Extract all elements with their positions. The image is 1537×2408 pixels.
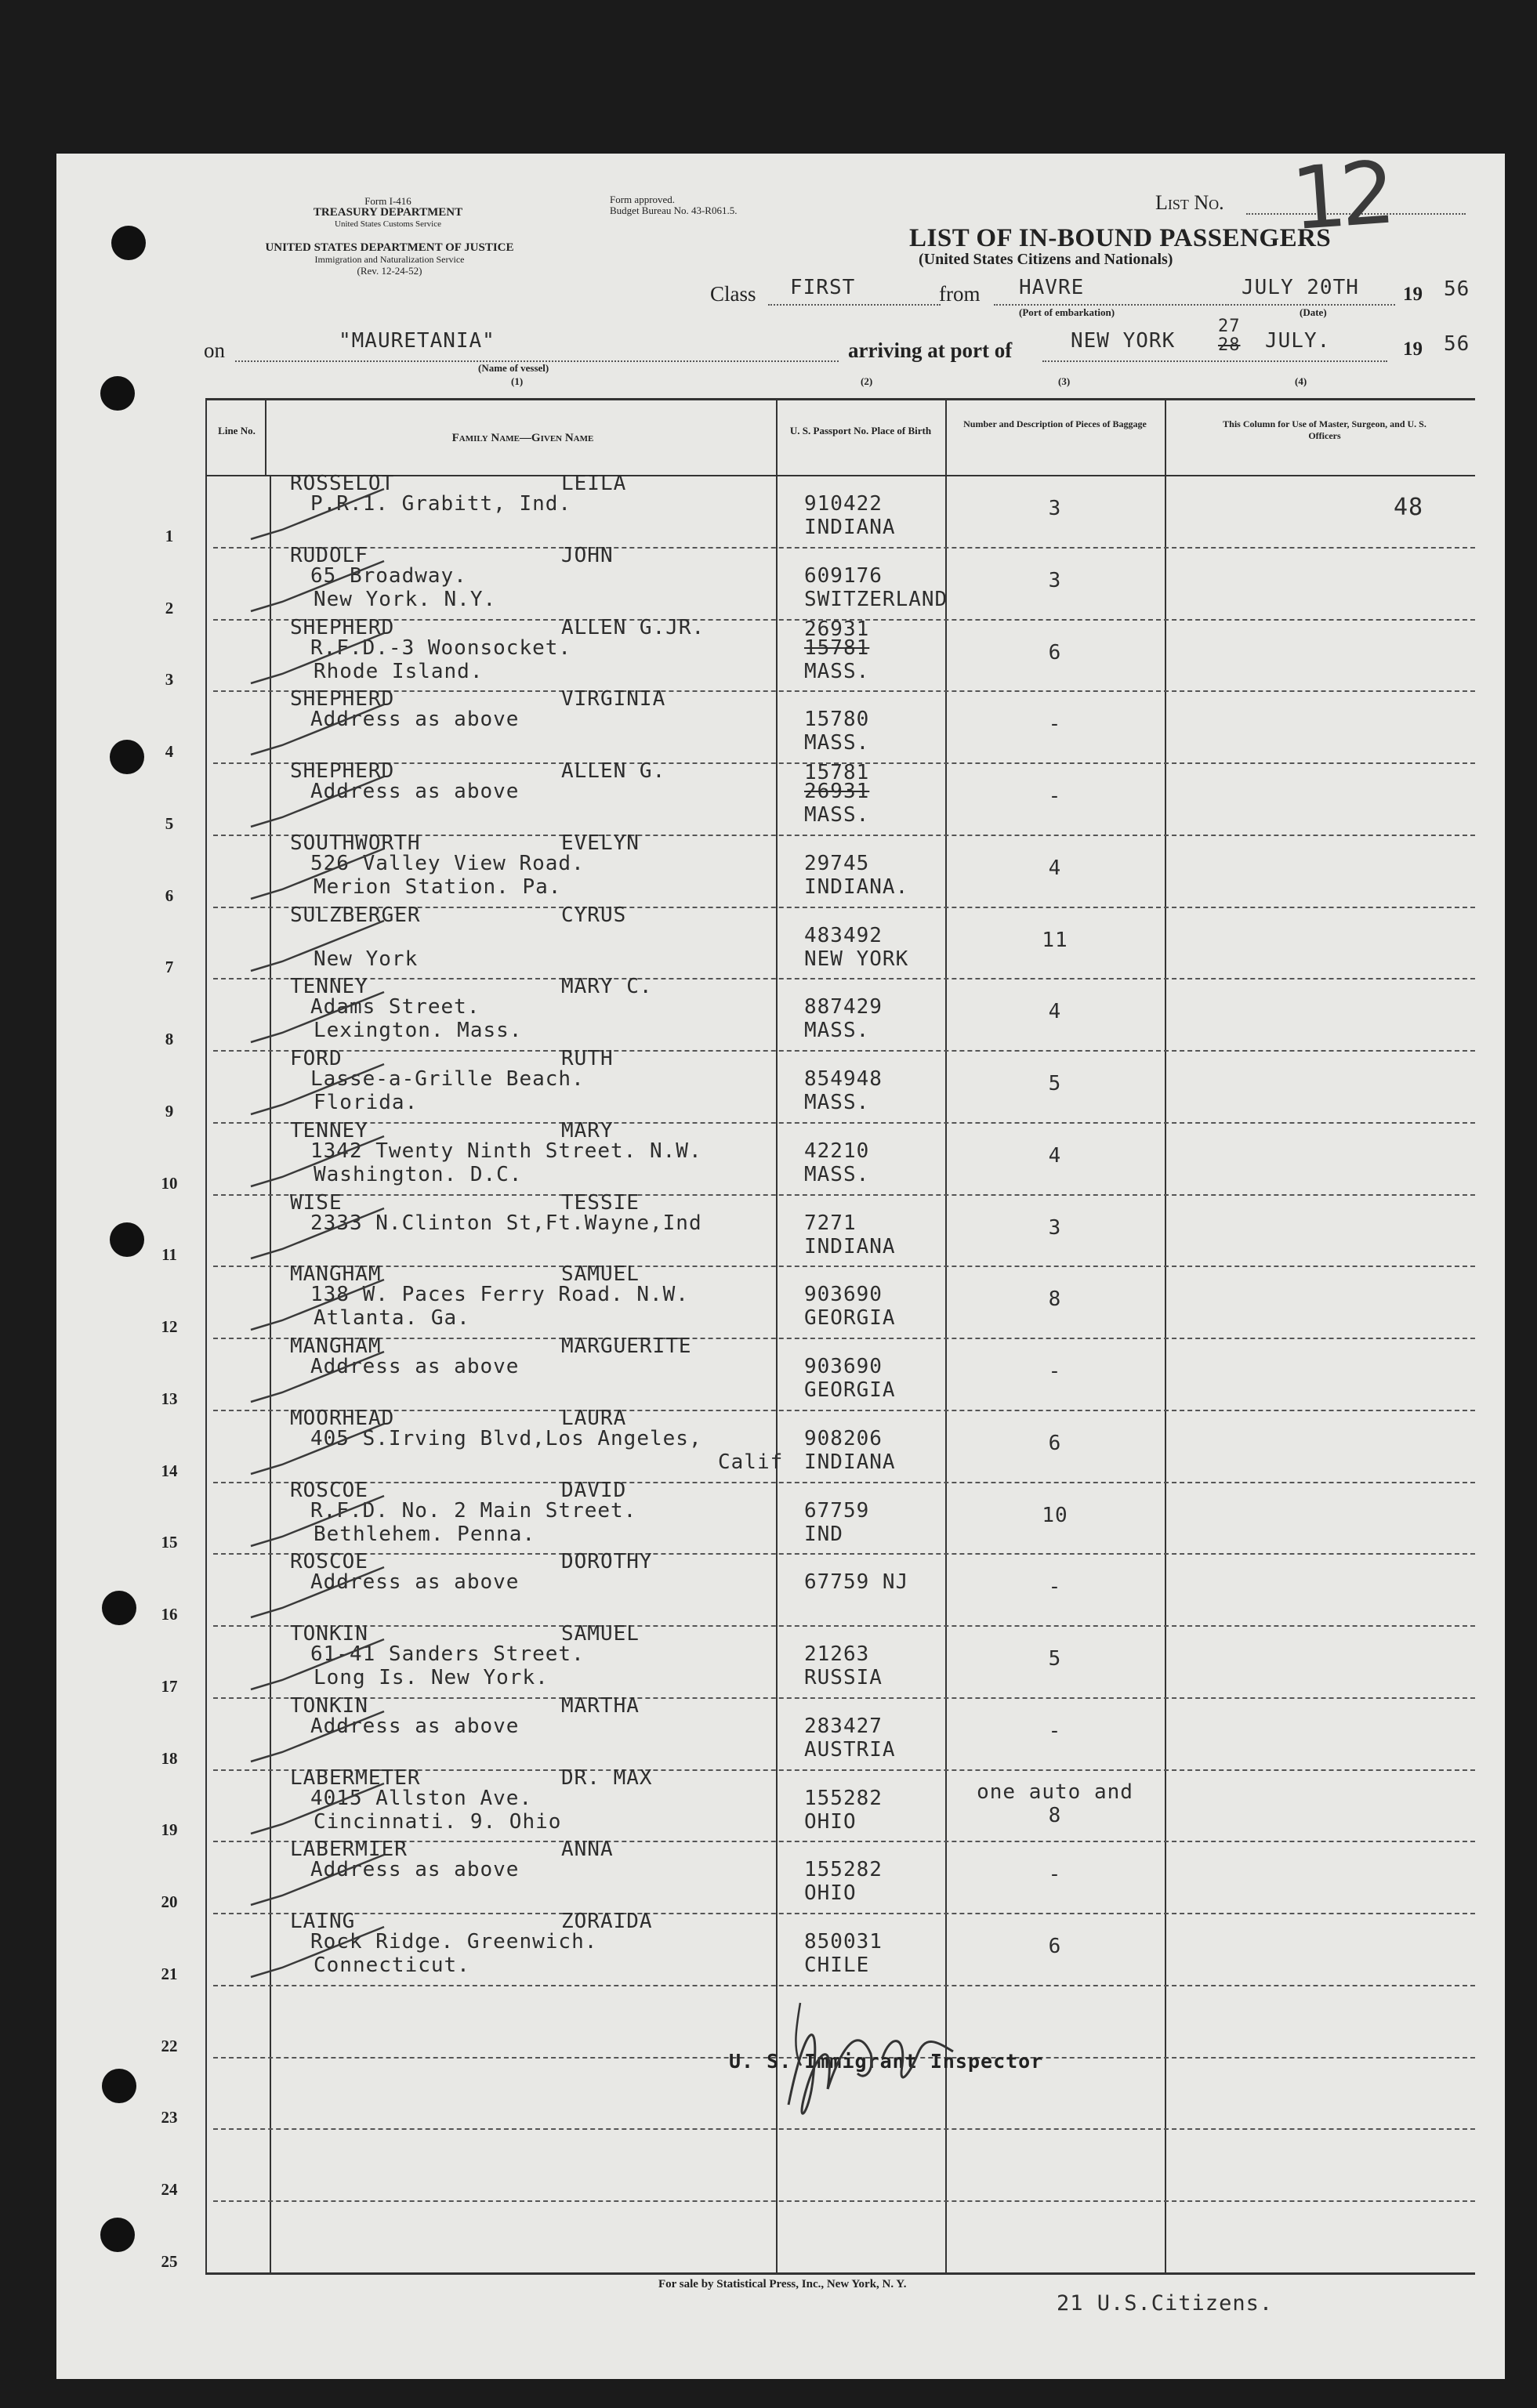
on-label: on [204, 339, 225, 362]
check-mark [235, 1418, 392, 1488]
family-name: LAING [290, 1910, 356, 1934]
address-line-1: Rock Ridge. Greenwich. [310, 1930, 598, 1954]
table-header-border [205, 475, 1475, 476]
from-label: from [939, 282, 981, 306]
col-ref-4: (4) [1295, 375, 1307, 387]
date-caption: (Date) [1300, 306, 1327, 318]
baggage-count: one auto and [977, 1780, 1133, 1804]
justice-dept: UNITED STATES DEPARTMENT OF JUSTICE [265, 241, 514, 254]
binder-hole [100, 2218, 135, 2252]
port-embark-caption: (Port of embarkation) [1019, 306, 1115, 318]
check-mark [235, 483, 392, 553]
place-of-birth: IND [804, 1522, 843, 1546]
address-line-2: Calif [718, 1450, 784, 1474]
address-line-1: Address as above [310, 1714, 520, 1738]
customs-service: United States Customs Service [335, 219, 441, 229]
given-name: MARGUERITE [561, 1334, 692, 1359]
binder-hole [110, 1222, 144, 1257]
address-line-1: 4015 Allston Ave. [310, 1786, 533, 1810]
baggage-count: 10 [1042, 1503, 1068, 1527]
baggage-count: - [1048, 1718, 1062, 1743]
place-of-birth: GEORGIA [804, 1378, 896, 1403]
family-name: FORD [290, 1047, 343, 1071]
binder-hole [111, 226, 146, 260]
family-name: ROSSELOT [290, 472, 395, 495]
address-line-2: Atlanta. Ga. [314, 1306, 470, 1331]
baggage-count: 5 [1048, 1647, 1062, 1671]
address-line-1: 405 S.Irving Blvd,Los Angeles, [310, 1426, 702, 1450]
given-name: MARY [561, 1118, 614, 1142]
address-line-2: Washington. D.C. [314, 1162, 523, 1186]
baggage-count: 4 [1048, 1143, 1062, 1168]
check-mark [235, 914, 392, 985]
place-of-birth: NEW YORK [804, 947, 909, 971]
family-name: TENNEY [290, 1118, 368, 1142]
baggage-count: 3 [1048, 497, 1062, 520]
address-line-2: Lexington. Mass. [314, 1019, 523, 1043]
family-name: MANGHAM [290, 1262, 382, 1287]
class-value: FIRST [790, 276, 856, 299]
place-of-birth: INDIANA [804, 1234, 896, 1258]
line-number: 13 [161, 1389, 178, 1408]
row-divider [213, 1625, 1475, 1627]
row-divider [213, 1553, 1475, 1555]
list-no-handwritten: 12 [1288, 142, 1393, 250]
passport-number: 903690 [804, 1355, 883, 1379]
printer-credit: For sale by Statistical Press, Inc., New York, N. Y. [658, 2278, 907, 2290]
check-mark [235, 1130, 392, 1200]
address-line-1: R.F.D.-3 Woonsocket. [310, 635, 572, 660]
row-divider [213, 1338, 1475, 1339]
address-line-2: New York. N.Y. [314, 587, 497, 611]
given-name: ZORAIDA [561, 1910, 653, 1934]
given-name: CYRUS [561, 903, 627, 927]
address-line-2: Merion Station. Pa. [314, 874, 562, 899]
passport-number: 483492 [804, 923, 883, 947]
address-line-1: 526 Valley View Road. [310, 851, 585, 875]
address-line-1: Address as above [310, 1858, 520, 1882]
line-number: 23 [161, 2108, 178, 2127]
address-line-1: Adams Street. [310, 995, 480, 1019]
passport-number: 155282 [804, 1858, 883, 1882]
citizens-total: 21 U.S.Citizens. [1057, 2291, 1274, 2316]
passport-number: 7271 [804, 1211, 857, 1235]
place-of-birth: AUSTRIA [804, 1737, 896, 1762]
form-subtitle: (United States Citizens and Nationals) [919, 251, 1173, 268]
place-of-birth: MASS. [804, 1162, 870, 1186]
address-line-1: Lasse-a-Grille Beach. [310, 1067, 585, 1092]
family-name: LABERMETER [290, 1765, 421, 1790]
line-number: 18 [161, 1748, 178, 1768]
address-line-1: P.R.1. Grabitt, Ind. [310, 492, 572, 516]
row-divider [213, 978, 1475, 979]
year-prefix: 19 [1403, 284, 1423, 305]
place-of-birth: OHIO [804, 1881, 857, 1906]
date-value: JULY 20TH [1242, 276, 1359, 299]
check-mark [235, 1202, 392, 1273]
line-number: 6 [165, 885, 174, 905]
address-line-1: R.F.D. No. 2 Main Street. [310, 1498, 637, 1523]
baggage-count: 3 [1048, 568, 1062, 592]
line-number: 21 [161, 1964, 178, 1983]
given-name: LAURA [561, 1406, 627, 1430]
binder-hole [110, 740, 144, 774]
address-line-1: 138 W. Paces Ferry Road. N.W. [310, 1283, 689, 1307]
address-line-1: 65 Broadway. [310, 563, 467, 588]
check-mark [235, 1561, 392, 1631]
port-value: NEW YORK [1071, 329, 1176, 353]
row-divider [213, 1410, 1475, 1411]
baggage-count: 4 [1048, 1000, 1062, 1024]
family-name: LABERMIER [290, 1838, 408, 1862]
family-name: ROSCOE [290, 1550, 368, 1574]
passport-number: 29745 [804, 851, 870, 875]
family-name: ROSCOE [290, 1478, 368, 1502]
given-name: VIRGINIA [561, 687, 666, 712]
place-of-birth: INDIANA. [804, 874, 909, 899]
check-mark [235, 842, 392, 913]
baggage-count: 4 [1048, 856, 1062, 880]
line-number: 19 [161, 1820, 178, 1840]
given-name: DOROTHY [561, 1550, 653, 1574]
year2-value: 56 [1444, 332, 1470, 356]
arrival-day-correction: 27 [1218, 317, 1241, 336]
baggage-count: - [1048, 1575, 1062, 1599]
baggage-count: 6 [1048, 1431, 1062, 1455]
address-line-1: Address as above [310, 708, 520, 732]
check-mark [235, 555, 392, 625]
place-of-birth: INDIANA [804, 516, 896, 539]
row-divider [213, 1697, 1475, 1699]
place-of-birth: INDIANA [804, 1450, 896, 1474]
line-number: 24 [161, 2180, 178, 2200]
line-col-divider [265, 398, 266, 476]
port-line [1042, 360, 1387, 362]
form-approved: Form approved. [610, 194, 676, 205]
line-number: 25 [161, 2252, 178, 2271]
address-line-1: Address as above [310, 780, 520, 804]
check-mark [235, 986, 392, 1056]
family-name: SULZBERGER [290, 903, 421, 927]
family-name: TONKIN [290, 1693, 368, 1718]
check-mark [235, 1490, 392, 1560]
revision-date: (Rev. 12-24-52) [357, 265, 422, 277]
line-number: 2 [165, 598, 174, 617]
address-line-2: Florida. [314, 1091, 419, 1115]
row-divider [213, 547, 1475, 549]
place-of-birth: CHILE [804, 1954, 870, 1978]
year2-prefix: 19 [1403, 339, 1423, 360]
family-name: SHEPHERD [290, 615, 395, 639]
place-of-birth: SWITZERLAND [804, 587, 948, 611]
passport-number: 910422 [804, 492, 883, 516]
given-name: RUTH [561, 1047, 614, 1071]
row-divider [213, 1050, 1475, 1052]
col-header-name: Family Name—Given Name [451, 432, 594, 444]
col-header-baggage: Number and Description of Pieces of Baggage [963, 418, 1147, 429]
check-mark [235, 1633, 392, 1704]
family-name: TENNEY [290, 975, 368, 999]
family-name: SHEPHERD [290, 687, 395, 712]
place-of-birth: MASS. [804, 1019, 870, 1043]
given-name: SAMUEL [561, 1262, 640, 1287]
address-line-2: Long Is. New York. [314, 1666, 549, 1690]
arrival-day-original: 28 [1218, 335, 1241, 355]
baggage-count: 6 [1048, 640, 1062, 664]
passport-number: 850031 [804, 1930, 883, 1954]
line-number: 22 [161, 2036, 178, 2055]
year-value: 56 [1444, 277, 1470, 301]
address-line-1: 1342 Twenty Ninth Street. N.W. [310, 1139, 702, 1163]
passport-number: 609176 [804, 563, 883, 588]
treasury-dept: TREASURY DEPARTMENT [313, 206, 463, 219]
binder-hole [102, 1591, 136, 1625]
address-line-2: Rhode Island. [314, 659, 484, 683]
inspector-signature [773, 1979, 977, 2136]
col-header-line-no: Line No. [218, 425, 256, 436]
table-left-border [205, 398, 207, 2272]
address-line-2: New York [314, 947, 419, 971]
address-line-2: Connecticut. [314, 1954, 470, 1978]
passport-number: 21263 [804, 1642, 870, 1667]
baggage-count-2: 8 [1048, 1803, 1062, 1827]
vessel-caption: (Name of vessel) [478, 362, 549, 374]
line-number: 4 [165, 742, 174, 762]
table-bottom-border [205, 2272, 1475, 2275]
given-name: TESSIE [561, 1190, 640, 1215]
line-number: 16 [161, 1605, 178, 1624]
check-mark [235, 698, 392, 769]
check-mark [235, 1849, 392, 1919]
place-of-birth: MASS. [804, 659, 870, 683]
list-no-label: List No. [1155, 191, 1224, 214]
baggage-count: 8 [1048, 1287, 1062, 1312]
passport-number: 887429 [804, 995, 883, 1019]
place-of-birth: MASS. [804, 803, 870, 827]
inspector-caption: U. S. Immigrant Inspector [729, 2050, 1044, 2073]
row-divider [213, 1266, 1475, 1267]
check-mark [235, 627, 392, 697]
place-of-birth: MASS. [804, 731, 870, 755]
address-line-2: Cincinnati. 9. Ohio [314, 1809, 562, 1834]
family-name: MOORHEAD [290, 1406, 395, 1430]
family-name: TONKIN [290, 1622, 368, 1646]
given-name: ANNA [561, 1838, 614, 1862]
baggage-count: 6 [1048, 1935, 1062, 1959]
check-mark [235, 1777, 392, 1848]
baggage-count: 3 [1048, 1215, 1062, 1240]
line-number: 3 [165, 670, 174, 690]
baggage-count: - [1048, 1863, 1062, 1887]
passport-number: 26931 [804, 617, 870, 641]
given-name: DR. MAX [561, 1765, 653, 1790]
passport-number: 42210 [804, 1139, 870, 1163]
place-of-birth: MASS. [804, 1091, 870, 1115]
passport-number: 155282 [804, 1786, 883, 1810]
from-line [994, 304, 1229, 306]
place-of-birth: RUSSIA [804, 1666, 883, 1690]
line-number: 20 [161, 1892, 178, 1912]
given-name: SAMUEL [561, 1622, 640, 1646]
baggage-count: - [1048, 712, 1062, 737]
line-number: 10 [161, 1173, 178, 1193]
col-ref-1: (1) [511, 375, 524, 387]
form-title: LIST OF IN-BOUND PASSENGERS [909, 224, 1332, 252]
passport-number-struck: 26931 [804, 780, 870, 804]
line-number: 5 [165, 813, 174, 833]
row-divider [213, 690, 1475, 692]
from-value: HAVRE [1019, 276, 1085, 299]
line-number: 7 [165, 958, 174, 977]
given-name: ALLEN G.JR. [561, 615, 705, 639]
budget-bureau: Budget Bureau No. 43-R061.5. [610, 205, 738, 216]
line-number: 8 [165, 1030, 174, 1049]
address-line-1: 2333 N.Clinton St,Ft.Wayne,Ind [310, 1211, 702, 1235]
place-of-birth: OHIO [804, 1809, 857, 1834]
passport-number: 67759 [804, 1498, 870, 1523]
baggage-count: 5 [1048, 1072, 1062, 1096]
line-number: 12 [161, 1317, 178, 1337]
passport-number-struck: 15781 [804, 635, 870, 660]
row-divider [213, 1482, 1475, 1483]
check-mark [235, 1273, 392, 1344]
check-mark [235, 1058, 392, 1128]
line-number: 1 [165, 526, 174, 545]
binder-hole [100, 376, 135, 411]
col-header-passport: U. S. Passport No. Place of Birth [789, 425, 932, 436]
passport-number: 908206 [804, 1426, 883, 1450]
binder-hole [102, 2069, 136, 2103]
given-name: LEILA [561, 472, 627, 495]
passport-number: 903690 [804, 1283, 883, 1307]
row-divider [213, 1122, 1475, 1124]
passport-number: 15780 [804, 708, 870, 732]
date-line [1231, 304, 1395, 306]
check-mark [235, 1921, 392, 1991]
passport-number: 283427 [804, 1714, 883, 1738]
check-mark [235, 1705, 392, 1776]
address-line-1: 61-41 Sanders Street. [310, 1642, 585, 1667]
form-number: Form I-416 [364, 195, 411, 207]
place-of-birth: GEORGIA [804, 1306, 896, 1331]
row-divider [213, 1913, 1475, 1914]
col-ref-2: (2) [861, 375, 873, 387]
family-name: SOUTHWORTH [290, 831, 421, 855]
row-divider [213, 2200, 1475, 2202]
arriving-label: arriving at port of [848, 339, 1013, 362]
line-number: 15 [161, 1533, 178, 1552]
line-number: 9 [165, 1101, 174, 1121]
family-name: RUDOLF [290, 543, 368, 567]
line-number: 11 [161, 1245, 177, 1265]
col-header-officers: This Column for Use of Master, Surgeon, and U. S. Officers [1223, 418, 1426, 441]
passport-number: 854948 [804, 1067, 883, 1092]
family-name: MANGHAM [290, 1334, 382, 1359]
ins-service: Immigration and Naturalization Service [314, 254, 465, 265]
vessel-value: "MAURETANIA" [339, 329, 495, 353]
given-name: MARTHA [561, 1693, 640, 1718]
passport-number: 15781 [804, 761, 870, 785]
officer-note: 48 [1394, 494, 1424, 521]
given-name: EVELYN [561, 831, 640, 855]
check-mark [235, 1345, 392, 1416]
baggage-count: 11 [1042, 928, 1068, 952]
row-divider [213, 1194, 1475, 1196]
arrival-month: JULY. [1265, 329, 1331, 353]
given-name: ALLEN G. [561, 759, 666, 784]
check-mark [235, 770, 392, 841]
class-line [768, 304, 941, 306]
baggage-count: - [1048, 784, 1062, 809]
passport-number: 67759 NJ [804, 1570, 909, 1595]
family-name: WISE [290, 1190, 343, 1215]
officers-col-divider [1165, 398, 1166, 2272]
baggage-count: - [1048, 1360, 1062, 1384]
address-line-1: Address as above [310, 1570, 520, 1595]
family-name: SHEPHERD [290, 759, 395, 784]
table-top-border [205, 398, 1475, 400]
given-name: DAVID [561, 1478, 627, 1502]
address-line-1: Address as above [310, 1355, 520, 1379]
given-name: JOHN [561, 543, 614, 567]
line-number: 14 [161, 1461, 178, 1480]
col-ref-3: (3) [1058, 375, 1071, 387]
class-label: Class [710, 282, 756, 306]
line-number: 17 [161, 1676, 178, 1696]
given-name: MARY C. [561, 975, 653, 999]
address-line-2: Bethlehem. Penna. [314, 1522, 536, 1546]
